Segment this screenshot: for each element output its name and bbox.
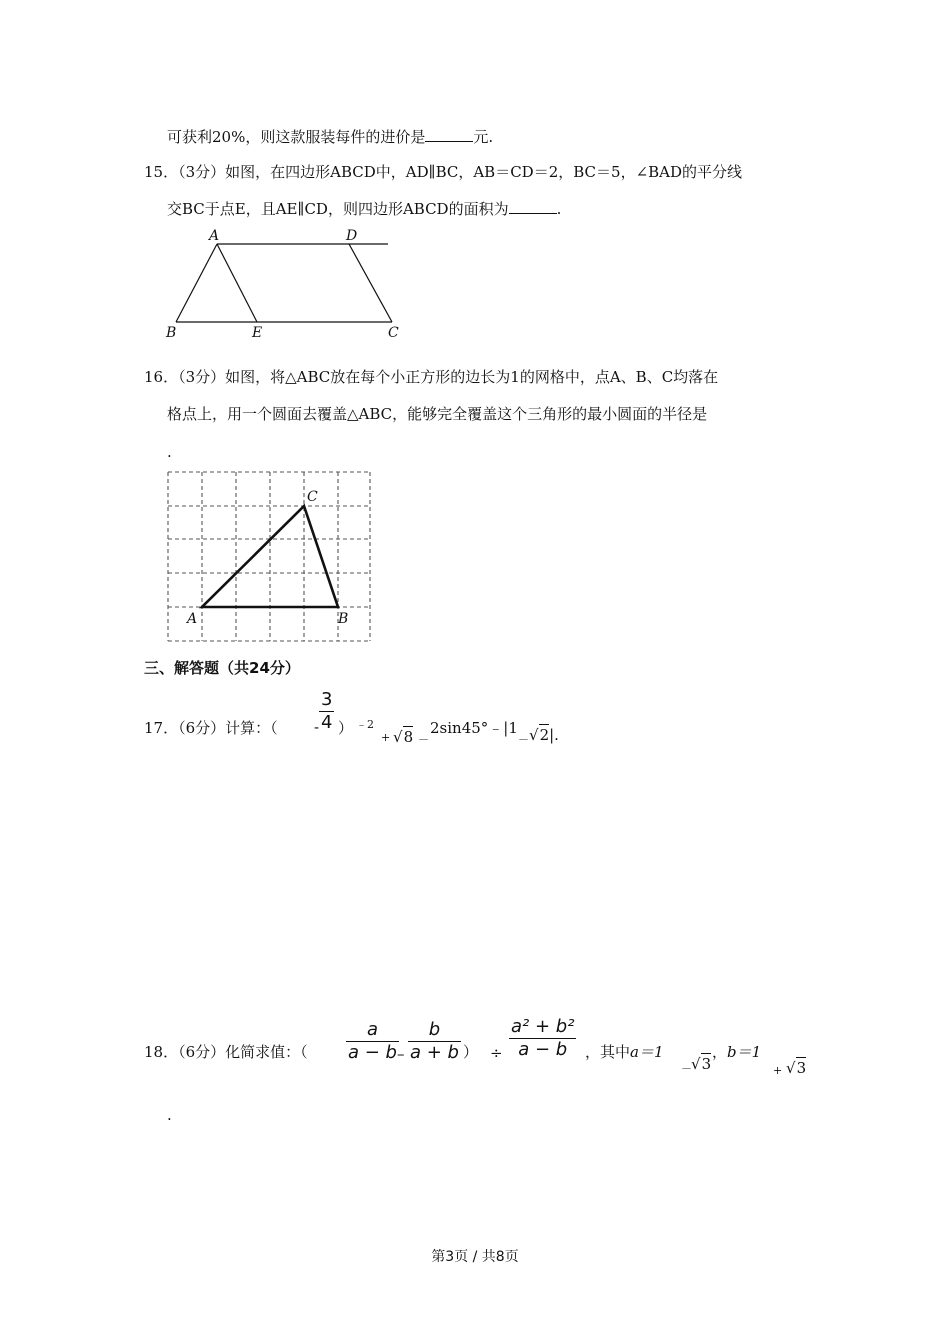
q14-tail-end: 元. [473, 128, 494, 146]
q18-frac1 [346, 1019, 399, 1064]
section-title: 三、解答题（共24分） [144, 659, 300, 677]
q16-line2 [167, 404, 707, 424]
q15-label-c: C [388, 325, 399, 341]
q17-sqrt2 [529, 724, 559, 745]
q16-text3: . [167, 443, 172, 461]
q15-label-e: E [252, 325, 263, 341]
q18-divide: ÷ [490, 1044, 503, 1062]
q17-label [144, 718, 278, 738]
q18-end: . [167, 1106, 172, 1124]
q18-label [144, 1042, 308, 1062]
q14-tail-line [167, 127, 493, 147]
q18-b-plus: + [773, 1064, 783, 1077]
q17-exponent: ﹣2 [356, 718, 374, 731]
q15-label-b: B [166, 325, 177, 341]
q14-tail-text: 可获利20%，则这款服装每件的进价是 [167, 128, 426, 146]
q17-sqrt2-value: 2 [539, 726, 550, 744]
q15-line2 [167, 199, 561, 219]
q18-frac1-den: a − b [348, 1042, 397, 1063]
q18-a-sqrt [691, 1053, 711, 1074]
q18-b-eq: b＝1 [727, 1043, 762, 1061]
q17-frac [319, 689, 334, 734]
q17-neg: - [314, 718, 320, 736]
q18-a-eq: a＝1 [630, 1043, 664, 1061]
q18-open-paren: （ [300, 1043, 308, 1061]
q17-plus: + [381, 731, 391, 744]
q17-frac-num: 3 [321, 689, 333, 710]
q17-number: 17． [144, 719, 179, 737]
q15-quadrilateral-figure [160, 226, 410, 342]
q16-label-c: C [307, 489, 318, 505]
q18-minus: – [397, 1045, 405, 1063]
q16-number: 16． [144, 368, 179, 386]
q17-sqrt8-value: 8 [403, 728, 414, 746]
q17-minus2: － [518, 733, 529, 746]
q15-label-d: D [346, 228, 358, 244]
q18-a-minus: － [681, 1062, 692, 1075]
q18-frac2-body [408, 1019, 461, 1064]
q15-number: 15． [144, 163, 179, 181]
q16-label-b: B [338, 611, 349, 627]
q18-frac3-den: a − b [518, 1039, 568, 1060]
q15-label-a: A [209, 228, 220, 244]
q18-frac3-body [509, 1016, 576, 1061]
q16-line3 [167, 442, 172, 462]
q18-sep: ， [712, 1043, 728, 1061]
q17-score: （6分） [178, 719, 226, 737]
q18-frac2-den: a + b [410, 1042, 459, 1063]
q16-score: （3分） [178, 368, 226, 386]
q17-frac-den: 4 [321, 712, 333, 733]
page-footer: 第3页 / 共8页 [431, 1249, 519, 1265]
sqrt-icon: √ [786, 1059, 796, 1077]
q18-a-sqrt-value: 3 [701, 1055, 712, 1073]
q15-text2-end: . [556, 200, 562, 218]
q18-comma: ，其中 [585, 1043, 631, 1061]
q16-text1: 如图，将△ABC放在每个小正方形的边长为1的网格中，点A、B、C均落在 [225, 368, 719, 386]
q18-b-part [712, 1042, 761, 1062]
sqrt-icon: √ [691, 1055, 701, 1073]
q17-rest: 2sin45°﹣|1 [430, 719, 518, 737]
answer-blank [509, 199, 557, 214]
q18-b-sqrt [786, 1057, 806, 1078]
q16-text2: 格点上，用一个圆面去覆盖△ABC，能够完全覆盖这个三角形的最小圆面的半径是 [167, 405, 708, 423]
q18-number: 18． [144, 1043, 179, 1061]
q18-b-sqrt-value: 3 [796, 1059, 807, 1077]
q18-frac2-num: b [428, 1019, 441, 1040]
sqrt-icon: √ [529, 726, 539, 744]
q15-score: （3分） [178, 163, 226, 181]
q17-sqrt8 [393, 726, 413, 747]
q18-close: ） [463, 1043, 479, 1061]
q17-minus: － [418, 733, 429, 746]
q17-end: |. [549, 726, 559, 744]
q18-frac3-num: a² + b² [511, 1016, 575, 1037]
q15-line1 [144, 162, 742, 182]
q16-line1 [144, 367, 718, 387]
q18-prompt: 化简求值： [225, 1043, 301, 1061]
q18-frac1-body [346, 1019, 399, 1064]
q15-text1: 如图，在四边形ABCD中，AD∥BC，AB＝CD＝2，BC＝5，∠BAD的平分线 [225, 163, 743, 181]
q17-open-paren: （ [270, 719, 278, 737]
q17-fraction [311, 689, 334, 734]
answer-blank [425, 127, 473, 142]
q17-prompt: 计算： [225, 719, 271, 737]
q18-frac1-num: a [366, 1019, 378, 1040]
q18-condition [585, 1042, 664, 1062]
sqrt-icon: √ [393, 728, 403, 746]
q15-text2: 交BC于点E，且AE∥CD，则四边形ABCD的面积为 [167, 200, 509, 218]
q18-frac3 [509, 1016, 576, 1061]
q17-close: ） [338, 719, 354, 737]
q16-grid-figure [160, 466, 380, 650]
q18-frac2 [408, 1019, 461, 1064]
q18-score: （6分） [178, 1043, 226, 1061]
q16-label-a: A [187, 611, 198, 627]
